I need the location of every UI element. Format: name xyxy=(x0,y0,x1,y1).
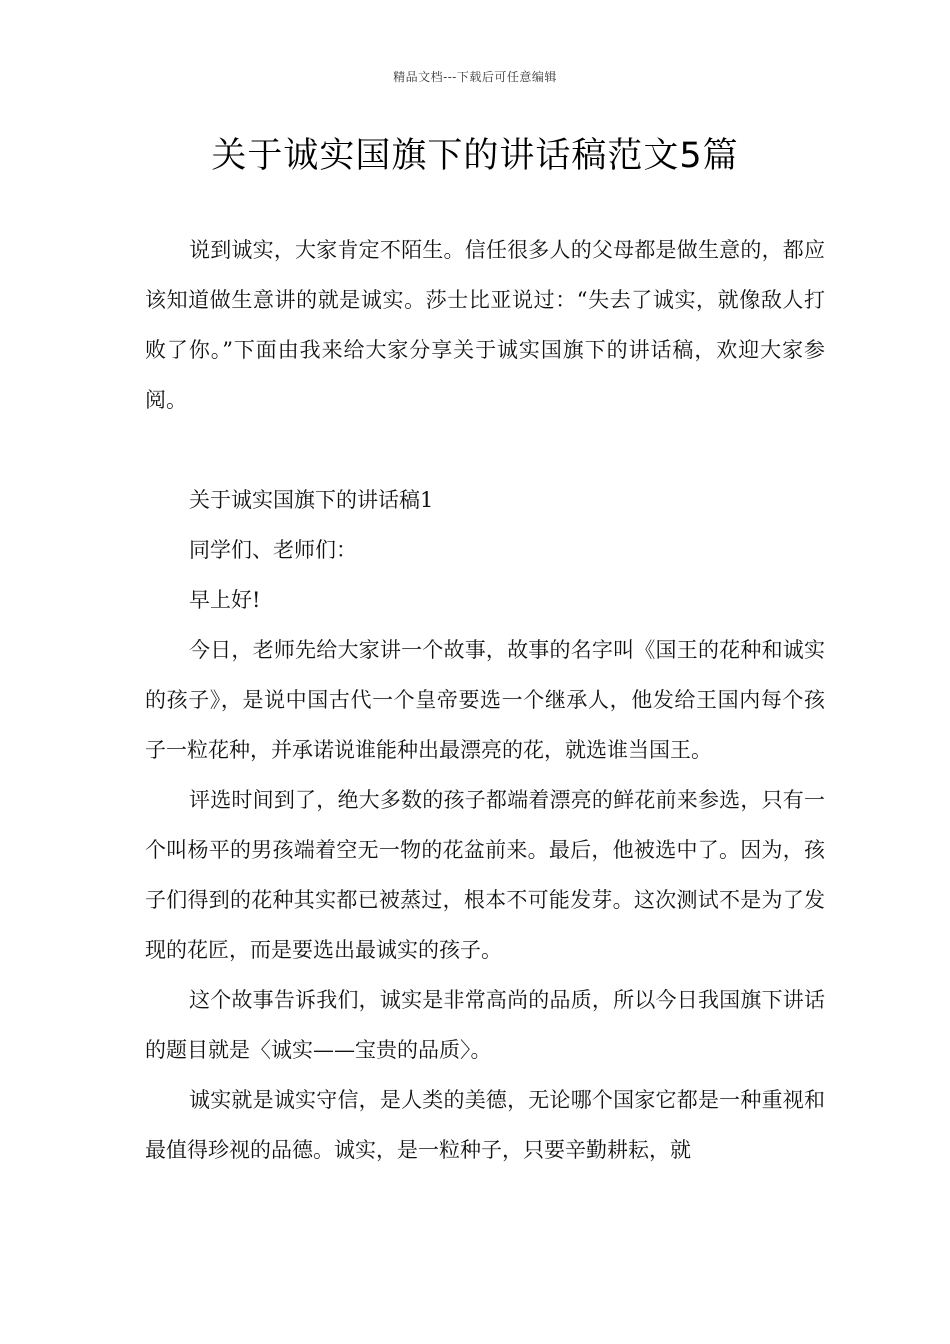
document-body xyxy=(145,225,825,1175)
body-paragraph: 评选时间到了，绝大多数的孩子都端着漂亮的鲜花前来参选，只有一个叫杨平的男孩端着空无一物的花盆前来。最后，他被选中了。因为，孩子们得到的花种其实都已被蒸过，根本不可能发芽。这次测试不是为了发现的花匠，而是要选出最诚实的孩子。 xyxy=(145,788,825,962)
paragraph-spacer xyxy=(145,425,825,475)
morning-greeting: 早上好! xyxy=(189,588,261,612)
intro-paragraph: 说到诚实，大家肯定不陌生。信任很多人的父母都是做生意的，都应该知道做生意讲的就是诚实。莎士比亚说过：“失去了诚实，就像敌人打败了你。”下面由我来给大家分享关于诚实国旗下的讲话稿，欢迎大家参阅。 xyxy=(145,238,825,412)
section-heading: 关于诚实国旗下的讲话稿1 xyxy=(189,488,434,512)
header-note: 精品文档---下载后可任意编辑 xyxy=(393,70,557,84)
document-title: 关于诚实国旗下的讲话稿范文5篇 xyxy=(211,136,739,176)
body-paragraph: 这个故事告诉我们，诚实是非常高尚的品质，所以今日我国旗下讲话的题目就是〈诚实——宝贵的品质〉。 xyxy=(145,988,825,1062)
greeting-line: 同学们、老师们： xyxy=(189,538,357,562)
body-paragraph: 诚实就是诚实守信，是人类的美德，无论哪个国家它都是一种重视和最值得珍视的品德。诚实，是一粒种子，只要辛勤耕耘，就 xyxy=(145,1088,825,1162)
body-paragraph: 今日，老师先给大家讲一个故事，故事的名字叫《国王的花种和诚实的孩子》，是说中国古代一个皇帝要选一个继承人，他发给王国内每个孩子一粒花种，并承诺说谁能种出最漂亮的花，就选谁当国王。 xyxy=(145,638,825,762)
